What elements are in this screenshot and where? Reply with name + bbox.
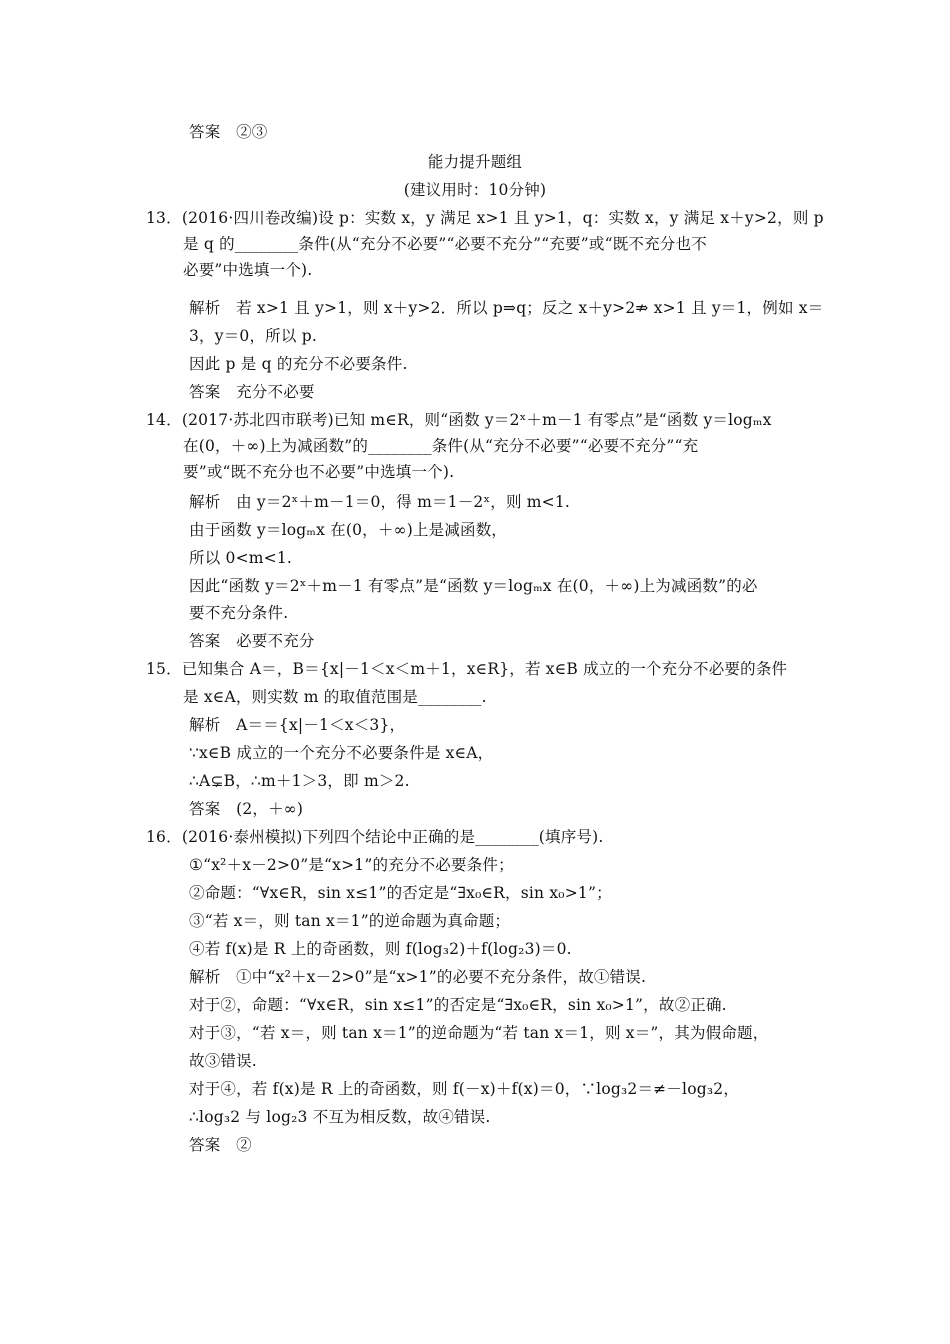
text-line: 3，y＝0，所以 p. [189,327,317,345]
text-line: 解析 A＝＝{x|－1＜x＜3}， [189,716,406,734]
text-line: 因此 p 是 q 的充分不必要条件. [189,355,408,373]
text-line: 对于④，若 f(x)是 R 上的奇函数，则 f(－x)＋f(x)＝0，∵log₃2＝≠－log₃2， [189,1080,740,1098]
text-line: 是 x∈A，则实数 m 的取值范围是________. [183,688,487,706]
text-line: 要不充分条件. [189,604,289,622]
text-line: 是 q 的________条件(从“充分不必要”“必要不充分”“充要”或“既不充分也不 [183,235,707,253]
text-line: 故③错误. [189,1052,257,1070]
text-line: 答案 ② [189,1136,252,1154]
text-line: 答案 (2，＋∞) [189,800,304,818]
text-line: 15．已知集合 A＝，B＝{x|－1＜x＜m＋1，x∈R}，若 x∈B 成立的一个充分不必要的条件 [146,660,788,678]
text-line: 16．(2016·泰州模拟)下列四个结论中正确的是________(填序号). [146,828,604,846]
text-line: 解析 若 x>1 且 y>1，则 x＋y>2．所以 p⇒q；反之 x＋y>2⇏ x>1 且 y＝1，例如 x＝ [189,299,824,317]
text-line: ④若 f(x)是 R 上的奇函数，则 f(log₃2)＋f(log₂3)＝0. [189,940,572,958]
text-line: 要”或“既不充分也不必要”中选填一个). [183,463,455,481]
text-line: ②命题：“∀x∈R，sin x≤1”的否定是“∃x₀∈R，sin x₀>1”； [189,884,612,902]
text-line: ③“若 x＝，则 tan x＝1”的逆命题为真命题； [189,912,511,930]
text-line: 对于③，“若 x＝，则 tan x＝1”的逆命题为“若 tan x＝1，则 x＝”，其为假命题， [189,1024,769,1042]
text-line: 13．(2016·四川卷改编)设 p：实数 x，y 满足 x>1 且 y>1，q：实数 x，y 满足 x＋y>2，则 p [146,209,824,227]
text-line: 解析 ①中“x²＋x－2>0”是“x>1”的必要不充分条件，故①错误. [189,968,647,986]
text-line: 答案 充分不必要 [189,383,315,401]
text-line: 14．(2017·苏北四市联考)已知 m∈R，则“函数 y＝2ˣ＋m－1 有零点”是“函数 y＝logₘx [146,411,772,429]
text-line: 解析 由 y＝2ˣ＋m－1＝0，得 m＝1－2ˣ，则 m<1. [189,493,571,511]
text-line: 必要”中选填一个). [183,261,313,279]
text-line: 由于函数 y＝logₘx 在(0，＋∞)上是减函数， [189,521,508,539]
text-line: ∴A⊊B，∴m＋1＞3，即 m＞2. [189,772,410,790]
text-line: 所以 0<m<1. [189,549,293,567]
text-line: 对于②，命题：“∀x∈R，sin x≤1”的否定是“∃x₀∈R，sin x₀>1”，故②正确. [189,996,727,1014]
answer-line-prev: 答案 ②③ [189,123,268,141]
text-line: ∵x∈B 成立的一个充分不必要条件是 x∈A， [189,744,494,762]
section-title: 能力提升题组 [427,153,523,171]
section-time-hint: (建议用时：10分钟) [403,181,547,199]
text-line: ∴log₃2 与 log₂3 不互为相反数，故④错误. [189,1108,491,1126]
text-line: 因此“函数 y＝2ˣ＋m－1 有零点”是“函数 y＝logₘx 在(0，＋∞)上为减函数”的必 [189,577,758,595]
text-line: 在(0，＋∞)上为减函数”的________条件(从“充分不必要”“必要不充分”“充 [183,437,699,455]
text-line: 答案 必要不充分 [189,632,315,650]
text-line: ①“x²＋x－2>0”是“x>1”的充分不必要条件； [189,856,514,874]
